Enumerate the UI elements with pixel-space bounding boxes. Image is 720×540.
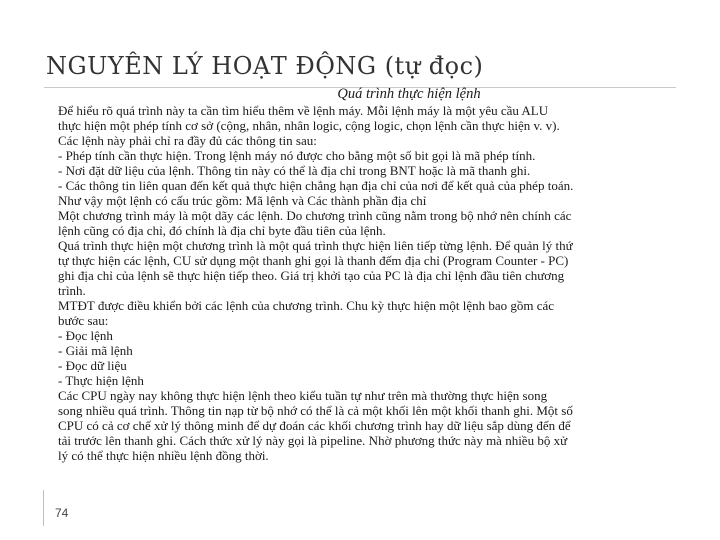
body-line: thực hiện một phép tính cơ sở (cộng, nhân, nhân logic, cộng logic, chọn lệnh cần thực hiện v. v). [58,118,560,133]
body-line: - Thực hiện lệnh [58,373,144,388]
body-line: bước sau: [58,313,109,328]
body-line: tải trước lên thanh ghi. Cách thức xử lý này gọi là pipeline. Nhờ phương thức này mà nhiều bộ xử [58,433,568,448]
body-line: - Phép tính cần thực hiện. Trong lệnh máy nó được cho bằng một số bit gọi là mã phép tính. [58,148,536,163]
body-text [58,103,690,463]
body-line: Các lệnh này phải chỉ ra đầy đủ các thông tin sau: [58,133,317,148]
page-number: 74 [55,506,69,520]
page-margin-line [43,490,44,526]
body-line: - Đọc lệnh [58,328,113,343]
slide-title: NGUYÊN LÝ HOẠT ĐỘNG (tự đọc) [46,52,484,80]
body-line: Để hiểu rõ quá trình này ta cần tìm hiểu thêm về lệnh máy. Mỗi lệnh máy là một yêu cầu ALU [58,103,549,118]
body-line: - Nơi đặt dữ liệu của lệnh. Thông tin này có thể là địa chỉ trong BNT hoặc là mã thanh ghi. [58,163,531,178]
body-line: tự thực hiện các lệnh, CU sử dụng một thanh ghi gọi là thanh đếm địa chỉ (Program Counter - PC) [58,253,569,268]
body-line: MTĐT được điều khiển bởi các lệnh của chương trình. Chu kỳ thực hiện một lệnh bao gồm các [58,298,555,313]
body-line: - Giải mã lệnh [58,343,133,358]
body-line: trình. [58,283,86,298]
body-line: ghi địa chỉ của lệnh sẽ thực hiện tiếp theo. Giá trị khởi tạo của PC là địa chỉ lệnh đầu tiên chương [58,268,565,283]
body-line: lý có thể thực hiện nhiều lệnh đồng thời. [58,448,269,463]
body-line: Các CPU ngày nay không thực hiện lệnh theo kiểu tuần tự như trên mà thường thực hiện song [58,388,548,403]
slide-subtitle: Quá trình thực hiện lệnh [337,86,481,102]
body-line: lệnh cũng có địa chỉ, đó chính là địa chỉ byte đầu tiên của lệnh. [58,223,386,238]
body-line: Một chương trình máy là một dãy các lệnh. Do chương trình cũng nằm trong bộ nhớ nên chính các [58,208,572,223]
body-line: - Đọc dữ liệu [58,358,127,373]
slide-content [58,86,690,463]
body-line: - Các thông tin liên quan đến kết quả thực hiện chẳng hạn địa chỉ của nơi để kết quả của phép toán. [58,178,574,193]
body-line: song nhiều quá trình. Thông tin nạp từ bộ nhớ có thể là cả một khối lên một khối thanh ghi. Một số [58,403,573,418]
body-line: CPU có cả cơ chế xử lý thông minh để dự đoán các khối chương trình hay dữ liệu sắp dùng đến để [58,418,571,433]
body-line: Như vậy một lệnh có cấu trúc gồm: Mã lệnh và Các thành phần địa chỉ [58,193,427,208]
body-line: Quá trình thực hiện một chương trình là một quá trình thực hiện liên tiếp từng lệnh. Để quản lý thứ [58,238,573,253]
